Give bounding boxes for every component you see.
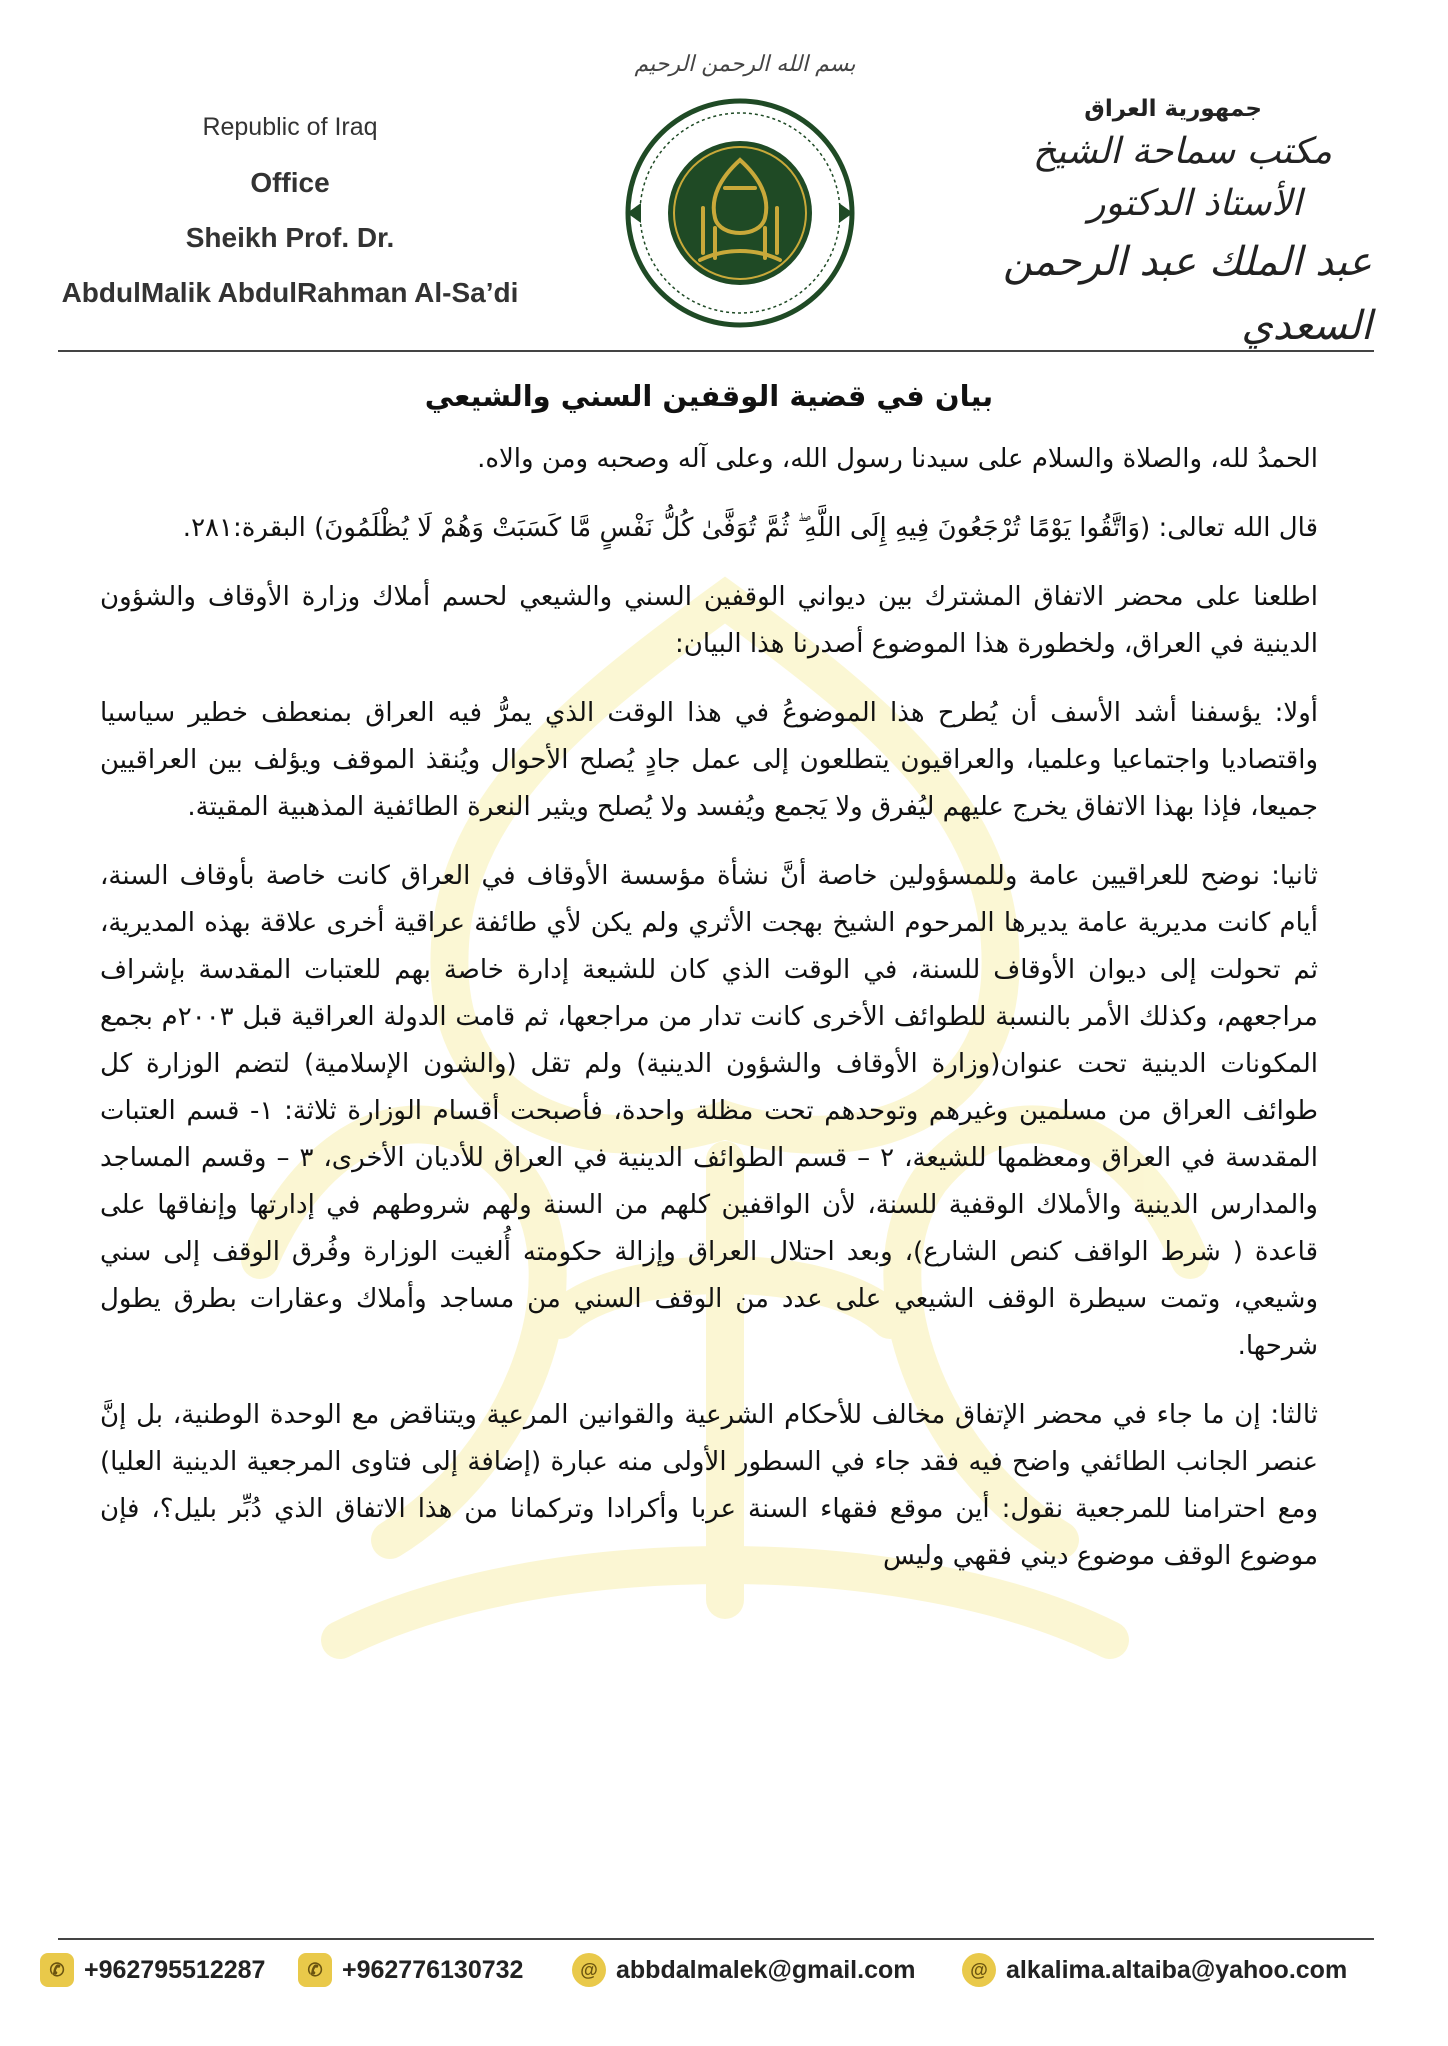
phone-contact-1[interactable] <box>40 1945 265 1995</box>
arabic-title: الأستاذ الدكتور <box>1088 183 1302 224</box>
english-country: Republic of Iraq <box>202 113 378 141</box>
email-address-2: alkalima.altaiba@yahoo.com <box>1006 1955 1348 1984</box>
at-sign-icon: @ <box>572 1953 606 1987</box>
english-letterhead <box>40 100 540 320</box>
arabic-country: جمهورية العراق <box>1084 96 1262 122</box>
paragraph-second: ثانيا: نوضح للعراقيين عامة وللمسؤولين خاصة أنَّ نشأة مؤسسة الأوقاف في العراق كانت خاصة بأوقاف السنة، أيام كانت مديرية عامة يديرها المرحوم الشيخ بهجت الأثري ولم يكن لأي طائفة عراقية أخرى علاقة بهذه المديرية، ثم تحولت إلى ديوان الأوقاف للسنة، في الوقت الذي كان للشيعة إدارة خاصة بهم للعتبات المقدسة بإشراف مراجعهم، وكذلك الأمر بالنسبة للطوائف الأخرى كانت تدار من مراجعها، ثم قامت الدولة العراقية قبل ٢٠٠٣م بجمع المكونات الدينية تحت عنوان(وزارة الأوقاف والشؤون الدينية) ولم تقل (والشون الإسلامية) لتضم الوزارة كل طوائف العراق من مسلمين وغيرهم وتوحدهم تحت مظلة واحدة، فأصبحت أقسام الوزارة ثلاثة: ١- قسم العتبات المقدسة في العراق ومعظمها للشيعة، ٢ – قسم الطوائف الدينية في العراق للأديان الأخرى، ٣ – وقسم المساجد والمدارس الدينية والأملاك الوقفية للسنة، لأن الواقفين كلهم من السنة ولهم شروطهم في إدارتها وإنفاقها على قاعدة ( شرط الواقف كنص الشارع)، وبعد احتلال العراق وإزالة حكومته أُلغيت الوزارة وفُرق الوقف إلى سني وشيعي، وتمت سيطرة الوقف الشيعي على عدد من الوقف السني من مساجد وأملاك وعقارات بطرق يطول شرحها. <box>100 861 1319 1361</box>
paragraph-first: أولا: يؤسفنا أشد الأسف أن يُطرح هذا الموضوعُ في هذا الوقت الذي يمرُّ فيه العراق بمنعطف خطير سياسيا واقتصاديا واجتماعيا وعلميا، والعراقيون يتطلعون إلى عمل جادٍ يُصلح الأحوال ويُنقذ الموقف ويؤلف بين العراقيين جميعا، فإذا بهذا الاتفاق يخرج عليهم ليُفرق ولا يَجمع ويُفسد ولا يُصلح ويثير النعرة الطائفية المذهبية المقيتة. <box>100 698 1318 822</box>
paragraph-third: ثالثا: إن ما جاء في محضر الإتفاق مخالف للأحكام الشرعية والقوانين المرعية ويتناقض مع الوحدة الوطنية، بل إنَّ عنصر الجانب الطائفي واضح فيه فقد جاء في السطور الأولى منه عبارة (إضافة إلى فتاوى المرجعية الدينية العليا) ومع احترامنا للمرجعية نقول: أين موقع فقهاء السنة عربا وأكرادا وتركمانا من هذا الاتفاق الذي دُبِّر بليل؟، فإن موضوع الوقف موضوع ديني فقهي وليس <box>100 1400 1318 1571</box>
seal-emblem <box>615 88 865 338</box>
letterhead <box>0 0 1448 350</box>
paragraph-quran-verse: قال الله تعالى: (وَاتَّقُوا يَوْمًا تُرْجَعُونَ فِيهِ إِلَى اللَّهِ ۖ ثُمَّ تُوَفَّىٰ كُلُّ نَفْسٍ مَّا كَسَبَتْ وَهُمْ لَا يُظْلَمُونَ) البقرة:٢٨١. <box>182 513 1318 543</box>
english-name: AbdulMalik AbdulRahman Al-Sa’di <box>61 277 519 308</box>
email-contact-1[interactable] <box>572 1945 915 1995</box>
english-office: Office <box>250 167 330 198</box>
phone-contact-2[interactable] <box>298 1945 523 1995</box>
whatsapp-icon: ✆ <box>40 1953 74 1987</box>
paragraph-praise: الحمدُ لله، والصلاة والسلام على سيدنا رسول الله، وعلى آله وصحبه ومن والاه. <box>477 444 1318 474</box>
whatsapp-icon: ✆ <box>298 1953 332 1987</box>
arabic-name: عبد الملك عبد الرحمن السعدي <box>1002 239 1372 349</box>
email-contact-2[interactable] <box>962 1945 1347 1995</box>
header-divider <box>58 350 1374 352</box>
paragraph-intro: اطلعنا على محضر الاتفاق المشترك بين ديواني الوقفين السني والشيعي لحسم أملاك وزارة الأوقاف والشؤون الدينية في العراق، ولخطورة هذا الموضوع أصدرنا هذا البيان: <box>100 582 1318 659</box>
phone-number-1: +962795512287 <box>84 1955 266 1984</box>
statement-body <box>100 365 1318 1602</box>
at-sign-icon: @ <box>962 1953 996 1987</box>
document-title: بيان في قضية الوقفين السني والشيعي <box>424 379 994 413</box>
footer-divider <box>58 1938 1374 1940</box>
arabic-letterhead <box>992 96 1372 358</box>
email-address-1: abbdalmalek@gmail.com <box>616 1955 916 1984</box>
basmala: بسم الله الرحمن الرحيم <box>634 52 856 77</box>
contact-footer <box>40 1945 1408 1995</box>
phone-number-2: +962776130732 <box>342 1955 524 1984</box>
english-title: Sheikh Prof. Dr. <box>185 222 395 253</box>
arabic-office: مكتب سماحة الشيخ <box>1033 131 1332 172</box>
